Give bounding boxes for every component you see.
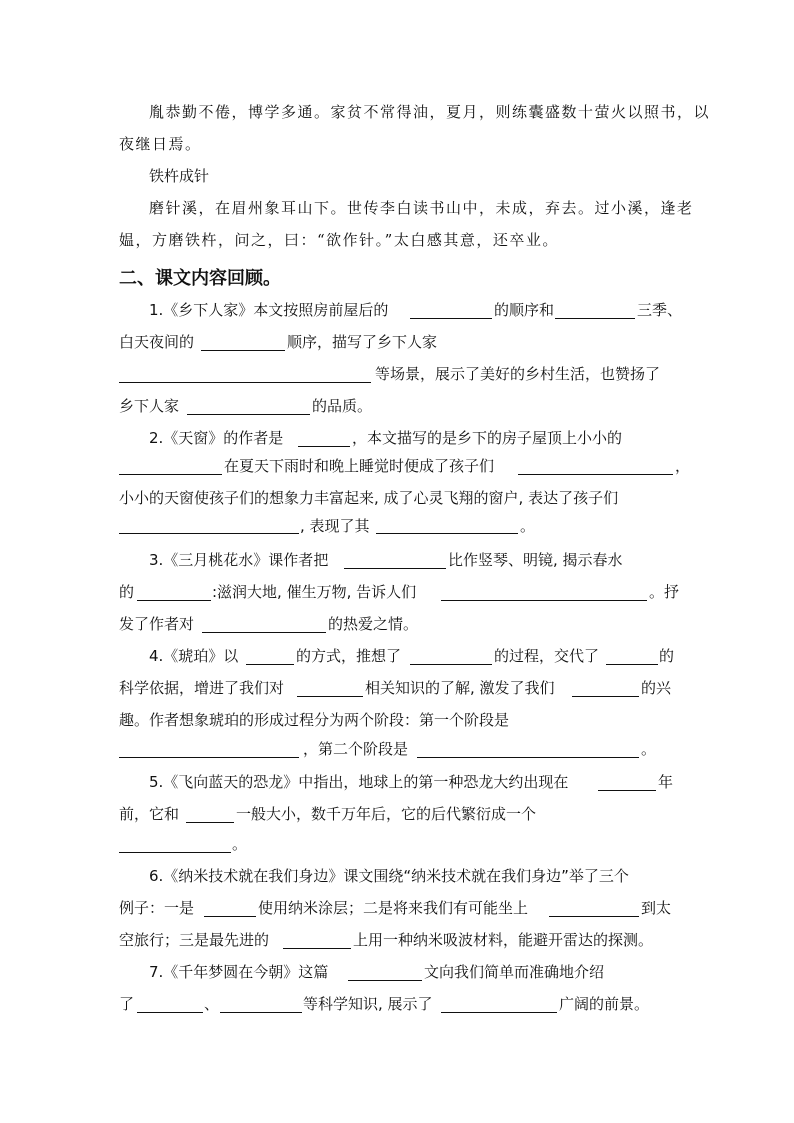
q4-text-9: ，第二个阶段是	[303, 740, 409, 758]
q4-text-8: 趣。作者想象琥珀的形成过程分为两个阶段：第一个阶段是	[119, 711, 510, 729]
q3-text-3: 的	[119, 583, 135, 601]
q1-blank-5[interactable]	[187, 414, 310, 415]
q1-text-8: 的品质。	[312, 397, 373, 415]
q2-blank-4[interactable]	[119, 533, 299, 534]
q5-blank-1[interactable]	[598, 790, 656, 791]
q5-text-1: 5.《飞向蓝天的恐龙》中指出，地球上的第一种恐龙大约出现在	[149, 773, 569, 791]
q3-blank-4[interactable]	[202, 632, 326, 633]
q4-text-4: 的	[659, 647, 675, 665]
q7-text-2: 文向我们简单而准确地介绍	[424, 963, 605, 981]
q1-text-2: 的顺序和	[494, 301, 555, 319]
q2-blank-1[interactable]	[298, 446, 350, 447]
q7-text-6: 广阔的前景。	[559, 995, 650, 1013]
section-heading: 二、课文内容回顾。	[119, 268, 281, 289]
q1-blank-4[interactable]	[119, 382, 371, 383]
q1-text-5: 顺序，描写了乡下人家	[287, 333, 438, 351]
q5-text-5: 。	[232, 835, 248, 853]
q1-blank-3[interactable]	[201, 350, 285, 351]
q6-blank-1[interactable]	[204, 916, 256, 917]
q1-text-4: 白天夜间的	[119, 333, 195, 351]
q3-text-2: 比作竖琴、明镜, 揭示春水	[448, 551, 623, 569]
q3-blank-3[interactable]	[441, 600, 647, 601]
q4-blank-1[interactable]	[246, 664, 294, 665]
q4-blank-7[interactable]	[417, 757, 639, 758]
q2-text-3: 在夏天下雨时和晚上睡觉时便成了孩子们	[224, 457, 495, 475]
q4-blank-4[interactable]	[297, 696, 363, 697]
q7-blank-2[interactable]	[137, 1012, 203, 1013]
q1-blank-2[interactable]	[555, 318, 635, 319]
q3-text-1: 3.《三月桃花水》课作者把	[149, 551, 329, 569]
passage2-line2: 媪，方磨铁杵，问之，曰：“欲作针。”太白感其意，还卒业。	[119, 231, 559, 249]
q4-blank-2[interactable]	[410, 664, 492, 665]
q4-text-3: 的过程，交代了	[494, 647, 600, 665]
q6-text-4: 到太	[641, 899, 672, 917]
q6-text-6: 上用一种纳米吸波材料，能避开雷达的探测。	[353, 931, 654, 949]
q2-text-5: 小小的天窗使孩子们的想象力丰富起来, 成了心灵飞翔的窗户, 表达了孩子们	[119, 489, 619, 507]
q6-blank-3[interactable]	[283, 948, 351, 949]
q6-text-1: 6.《纳米技术就在我们身边》课文围绕“纳米技术就在我们身边”举了三个	[149, 867, 629, 885]
q4-text-2: 的方式，推想了	[296, 647, 402, 665]
q5-blank-3[interactable]	[119, 852, 231, 853]
q4-blank-5[interactable]	[572, 696, 639, 697]
q5-blank-2[interactable]	[186, 822, 234, 823]
q2-text-6: , 表现了其	[300, 517, 370, 535]
q3-text-6: 发了作者对	[119, 615, 195, 633]
q7-text-5: 等科学知识, 展示了	[303, 995, 433, 1013]
q5-text-2: 年	[658, 773, 674, 791]
q7-text-4: 、	[204, 995, 220, 1013]
q2-blank-2[interactable]	[119, 474, 222, 475]
q5-text-4: 一般大小，数千万年后，它的后代繁衍成一个	[236, 805, 537, 823]
passage1-line2: 夜继日焉。	[119, 135, 202, 153]
q7-text-3: 了	[119, 995, 135, 1013]
q3-text-7: 的热爱之情。	[328, 615, 419, 633]
q7-blank-4[interactable]	[441, 1012, 557, 1013]
q4-text-1: 4.《琥珀》以	[149, 647, 239, 665]
q4-text-7: 的兴	[641, 679, 672, 697]
q6-text-5: 空旅行；三是最先进的	[119, 931, 270, 949]
q4-text-5: 科学依据，增进了我们对	[119, 679, 285, 697]
q7-blank-1[interactable]	[348, 980, 422, 981]
q3-text-4: :滋润大地, 催生万物, 告诉人们	[212, 583, 417, 601]
passage1-line1: 胤恭勤不倦，博学多通。家贫不常得油，夏月，则练囊盛数十萤火以照书，以	[149, 103, 711, 121]
q6-blank-2[interactable]	[549, 916, 639, 917]
q3-blank-1[interactable]	[344, 568, 446, 569]
q4-text-10: 。	[641, 740, 657, 758]
q3-text-5: 。抒	[649, 583, 680, 601]
q2-text-2: ，本文描写的是乡下的房子屋顶上小小的	[352, 429, 623, 447]
q4-blank-3[interactable]	[606, 664, 658, 665]
q1-blank-1[interactable]	[410, 318, 492, 319]
q1-text-6: 等场景，展示了美好的乡村生活，也赞扬了	[375, 365, 661, 383]
q1-text-7: 乡下人家	[119, 397, 180, 415]
q3-blank-2[interactable]	[137, 600, 211, 601]
q5-text-3: 前，它和	[119, 805, 180, 823]
q2-blank-5[interactable]	[376, 533, 518, 534]
passage2-line1: 磨针溪，在眉州象耳山下。世传李白读书山中，未成，弃去。过小溪，逢老	[149, 199, 694, 217]
q7-blank-3[interactable]	[220, 1012, 302, 1013]
q2-text-1: 2.《天窗》的作者是	[149, 429, 284, 447]
q2-text-4: ，	[675, 457, 691, 475]
q1-text-3: 三季、	[637, 301, 683, 319]
q1-text-1: 1.《乡下人家》本文按照房前屋后的	[149, 301, 389, 319]
q2-blank-3[interactable]	[518, 474, 673, 475]
q6-text-3: 使用纳米涂层；二是将来我们有可能坐上	[258, 899, 529, 917]
q2-text-7: 。	[520, 517, 536, 535]
q6-text-2: 例子：一是	[119, 899, 195, 917]
q4-text-6: 相关知识的了解, 激发了我们	[365, 679, 555, 697]
passage2-title: 铁杵成针	[149, 167, 210, 185]
q7-text-1: 7.《千年梦圆在今朝》这篇	[149, 963, 329, 981]
q4-blank-6[interactable]	[119, 757, 299, 758]
